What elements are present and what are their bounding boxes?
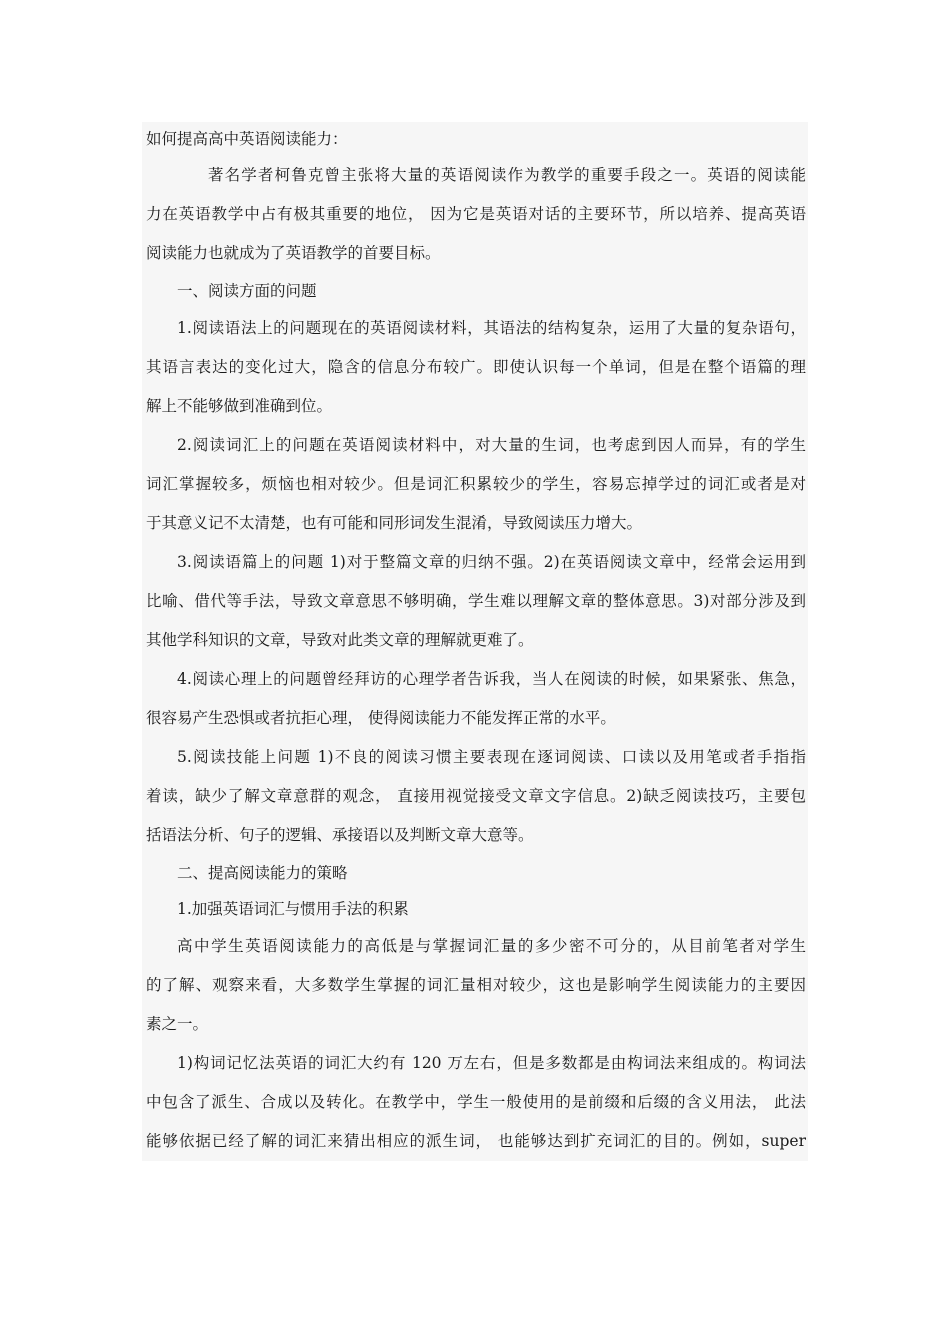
discourse-line-1: 3.阅读语篇上的问题 1)对于整篇文章的归纳不强。2)在英语阅读文章中，经常会运用到 (177, 553, 806, 571)
paragraph-psychology (146, 660, 806, 738)
paragraph-vocabulary (146, 426, 806, 543)
psychology-line-1: 4.阅读心理上的问题曾经拜访的心理学者告诉我，当人在阅读的时候，如果紧张、焦急， (177, 670, 806, 688)
section-1-heading: 一、阅读方面的问题 (177, 282, 317, 300)
vocab-importance-line-1: 高中学生英语阅读能力的高低是与掌握词汇量的多少密不可分的，从目前笔者对学生 (177, 937, 806, 955)
vocab-importance-line-3: 素之一。 (146, 1015, 209, 1033)
grammar-line-3: 解上不能够做到准确到位。 (146, 397, 333, 415)
discourse-line-3: 其他学科知识的文章，导致对此类文章的理解就更难了。 (146, 631, 534, 649)
word-formation-line-1: 1)构词记忆法英语的词汇大约有 120 万左右，但是多数都是由构词法来组成的。构词法 (177, 1054, 806, 1072)
vocab-importance-line-2: 的了解、观察来看，大多数学生掌握的词汇量相对较少，这也是影响学生阅读能力的主要因 (146, 976, 806, 994)
skills-line-3: 括语法分析、句子的逻辑、承接语以及判断文章大意等。 (146, 826, 534, 844)
word-formation-line-3: 能够依据已经了解的词汇来猜出相应的派生词， 也能够达到扩充词汇的目的。例如，super (146, 1132, 806, 1150)
grammar-line-1: 1.阅读语法上的问题现在的英语阅读材料，其语法的结构复杂，运用了大量的复杂语句， (177, 319, 806, 337)
document-body (142, 122, 808, 1161)
paragraph-vocab-importance (146, 927, 806, 1044)
subsection-1-heading: 1.加强英语词汇与惯用手法的积累 (177, 900, 409, 918)
intro-line-3: 阅读能力也就成为了英语教学的首要目标。 (146, 244, 441, 262)
document-title: 如何提高高中英语阅读能力： (146, 130, 348, 148)
section-2-heading: 二、提高阅读能力的策略 (177, 864, 348, 882)
grammar-line-2: 其语言表达的变化过大，隐含的信息分布较广。即使认识每一个单词，但是在整个语篇的理 (146, 358, 806, 376)
intro-paragraph (146, 156, 806, 273)
skills-line-1: 5.阅读技能上问题 1)不良的阅读习惯主要表现在逐词阅读、口读以及用笔或者手指指 (177, 748, 806, 766)
paragraph-discourse (146, 543, 806, 660)
intro-line-2: 力在英语教学中占有极其重要的地位， 因为它是英语对话的主要环节，所以培养、提高英语 (146, 205, 806, 223)
vocabulary-line-2: 词汇掌握较多，烦恼也相对较少。但是词汇积累较少的学生，容易忘掉学过的词汇或者是对 (146, 475, 806, 493)
paragraph-skills (146, 738, 806, 855)
intro-line-1: 著名学者柯鲁克曾主张将大量的英语阅读作为教学的重要手段之一。英语的阅读能 (208, 166, 806, 184)
discourse-line-2: 比喻、借代等手法，导致文章意思不够明确，学生难以理解文章的整体意思。3)对部分涉及到 (146, 592, 806, 610)
word-formation-line-2: 中包含了派生、合成以及转化。在教学中，学生一般使用的是前缀和后缀的含义用法， 此法 (146, 1093, 806, 1111)
skills-line-2: 着读，缺少了解文章意群的观念， 直接用视觉接受文章文字信息。2)缺乏阅读技巧，主要包 (146, 787, 806, 805)
vocabulary-line-1: 2.阅读词汇上的问题在英语阅读材料中，对大量的生词，也考虑到因人而异，有的学生 (177, 436, 806, 454)
vocabulary-line-3: 于其意义记不太清楚，也有可能和同形词发生混淆，导致阅读压力增大。 (146, 514, 643, 532)
paragraph-grammar (146, 309, 806, 426)
psychology-line-2: 很容易产生恐惧或者抗拒心理， 使得阅读能力不能发挥正常的水平。 (146, 709, 616, 727)
paragraph-word-formation (146, 1044, 806, 1161)
